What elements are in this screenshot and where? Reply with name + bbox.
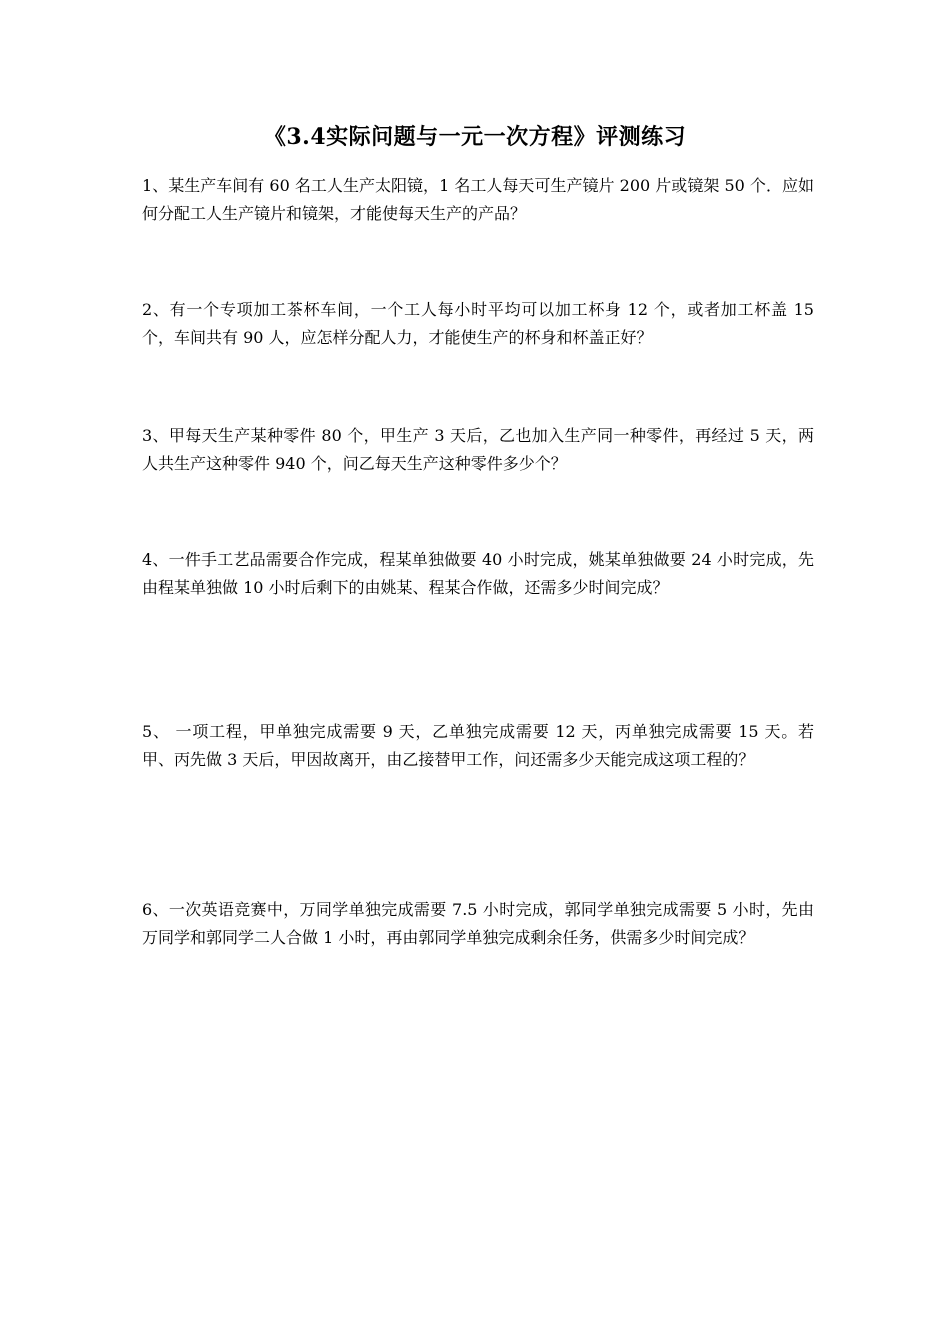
question-3: 3、甲每天生产某种零件 80 个，甲生产 3 天后，乙也加入生产同一种零件，再经过 5 天，两人共生产这种零件 940 个，问乙每天生产这种零件多少个？ [142,426,814,473]
question-6: 6、一次英语竞赛中，万同学单独完成需要 7.5 小时完成，郭同学单独完成需要 5 小时，先由万同学和郭同学二人合做 1 小时，再由郭同学单独完成剩余任务，供需多少时间完成？ [142,900,814,947]
question-4: 4、一件手工艺品需要合作完成，程某单独做要 40 小时完成，姚某单独做要 24 小时完成，先由程某单独做 10 小时后剩下的由姚某、程某合作做，还需多少时间完成？ [142,550,814,597]
question-2: 2、有一个专项加工茶杯车间，一个工人每小时平均可以加工杯身 12 个，或者加工杯盖 15 个，车间共有 90 人，应怎样分配人力，才能使生产的杯身和杯盖正好？ [142,300,814,347]
question-5: 5、 一项工程，甲单独完成需要 9 天，乙单独完成需要 12 天，丙单独完成需要 15 天。若甲、丙先做 3 天后，甲因故离开，由乙接替甲工作，问还需多少天能完成这项工程的？ [142,722,814,769]
document-title: 《3.4实际问题与一元一次方程》评测练习 [263,124,687,150]
question-1: 1、某生产车间有 60 名工人生产太阳镜，1 名工人每天可生产镜片 200 片或镜架 50 个．应如何分配工人生产镜片和镜架，才能使每天生产的产品？ [142,176,814,223]
